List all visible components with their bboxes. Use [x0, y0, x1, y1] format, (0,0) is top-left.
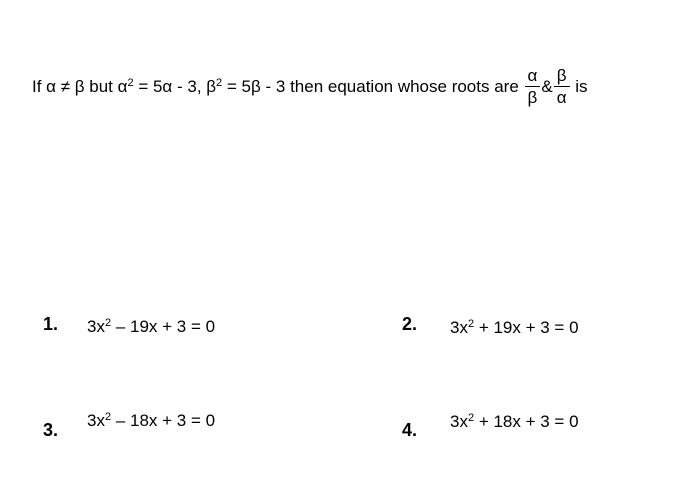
superscript: 2 — [127, 76, 134, 89]
ampersand: & — [541, 76, 553, 96]
fraction-beta-over-alpha — [554, 67, 570, 106]
fraction-denominator: β — [527, 88, 538, 108]
superscript: 2 — [216, 76, 223, 89]
fraction-numerator: β — [554, 67, 570, 87]
fraction-numerator: α — [525, 67, 541, 87]
question-text — [32, 66, 588, 107]
option-4-text[interactable]: $3x^2 + 18x + 3 = 0$ — [450, 412, 579, 431]
fraction-denominator: α — [556, 88, 567, 108]
option-4-number: 4. — [402, 420, 418, 440]
option-1-number: 1. — [43, 314, 59, 334]
option-1-text[interactable]: $3x^2 - 19x + 3 = 0$ — [87, 317, 216, 336]
question-part1: If α ≠ β but $\alpha^2 = 5\alpha - 3$, $\beta^2 = 5\beta - 3$ then equation whose roots are — [32, 76, 519, 96]
question-tail: is — [575, 76, 588, 96]
option-3-number: 3. — [43, 420, 59, 440]
fraction-alpha-over-beta — [525, 67, 541, 106]
option-2-number: 2. — [402, 314, 418, 334]
option-3-text[interactable]: $3x^2 - 18x + 3 = 0$ — [87, 411, 216, 430]
option-2-text[interactable]: $3x^2 + 19x + 3 = 0$ — [450, 318, 579, 337]
